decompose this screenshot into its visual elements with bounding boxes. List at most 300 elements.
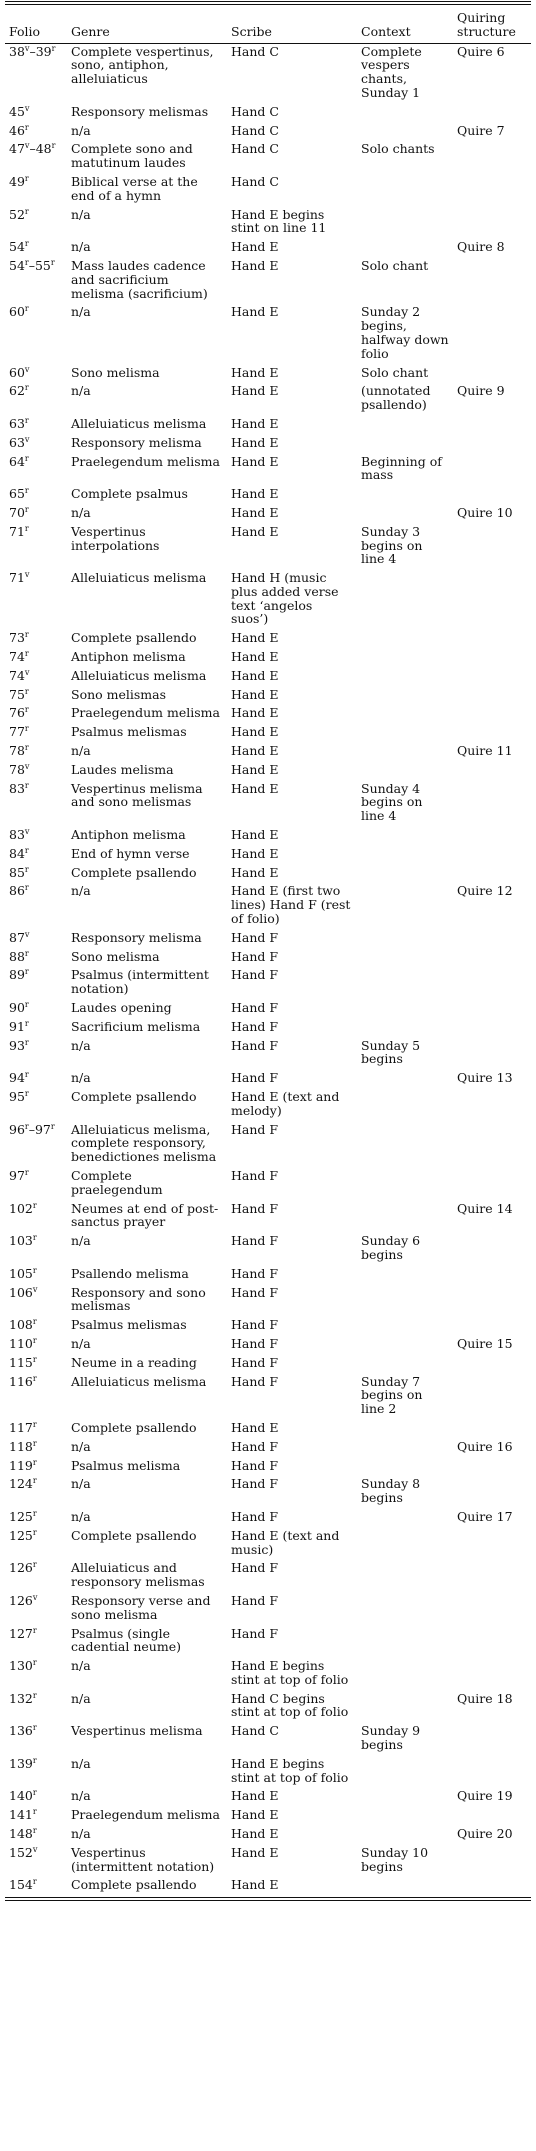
table-row (5, 416, 531, 435)
cell-scribe: Hand F (231, 1625, 279, 1641)
cell-scribe: Hand F (231, 1284, 279, 1300)
cell-genre: Sono melisma (71, 364, 160, 380)
cell-quire (453, 258, 531, 304)
cell-quire (453, 304, 531, 364)
cell-quire: Quire 9 (457, 383, 505, 399)
cell-genre: Complete psallendo (71, 630, 197, 646)
cell-context (357, 570, 453, 630)
table-row (5, 743, 531, 762)
cell-context (357, 435, 453, 454)
table-row (5, 383, 531, 416)
cell-context: Solo chant (361, 364, 429, 380)
cell-scribe: Hand E (231, 705, 279, 721)
cell-genre: n/a (71, 304, 91, 320)
cell-genre: n/a (71, 1335, 91, 1351)
cell-quire (453, 865, 531, 884)
cell-genre: Responsory melisma (71, 929, 202, 945)
bottom-rule (5, 1897, 531, 1898)
table-row (5, 570, 531, 630)
cell-scribe: Hand C (231, 173, 279, 189)
cell-scribe: Hand E (231, 1419, 279, 1435)
cell-genre: n/a (71, 1826, 91, 1842)
cell-genre: Alleluiaticus melisma (71, 570, 207, 586)
cell-context (357, 1089, 453, 1122)
cell-scribe: Hand E (231, 257, 279, 273)
cell-quire (453, 1122, 531, 1168)
table-row (5, 630, 531, 649)
cell-quire (453, 1593, 531, 1626)
cell-context (357, 743, 453, 762)
cell-folio: 77$^r$ (9, 724, 29, 740)
cell-quire (453, 1723, 531, 1756)
cell-context (357, 1560, 453, 1593)
cell-folio: 106$^v$ (9, 1284, 38, 1300)
cell-folio: 63$^v$ (9, 434, 30, 450)
cell-context (357, 239, 453, 258)
cell-folio: 65$^r$ (9, 486, 29, 502)
cell-context (357, 762, 453, 781)
cell-genre: Antiphon melisma (71, 649, 186, 665)
cell-folio: 88$^r$ (9, 948, 29, 964)
cell-genre: Complete vespertinus, sono, antiphon, alleluiaticus (71, 43, 214, 87)
cell-genre: n/a (71, 1438, 91, 1454)
table-row (5, 1509, 531, 1528)
cell-quire (453, 1000, 531, 1019)
table-row (5, 687, 531, 706)
table-row (5, 1122, 531, 1168)
cell-quire (453, 1528, 531, 1561)
cell-genre: Vespertinus (intermittent notation) (71, 1844, 215, 1874)
cell-context: Beginning of mass (361, 453, 442, 483)
cell-scribe: Hand F (231, 1592, 279, 1608)
cell-folio: 78$^v$ (9, 761, 30, 777)
cell-folio: 71$^v$ (9, 570, 30, 586)
cell-folio: 126$^r$ (9, 1560, 37, 1576)
cell-folio: 76$^r$ (9, 705, 29, 721)
cell-genre: Complete psallendo (71, 1089, 197, 1104)
cell-folio: 139$^r$ (9, 1755, 37, 1771)
cell-genre: Complete psallendo (71, 864, 197, 880)
cell-genre: Complete psallendo (71, 1527, 197, 1543)
cell-folio: 63$^r$ (9, 415, 29, 431)
cell-folio: 64$^r$ (9, 453, 29, 469)
cell-folio: 152$^v$ (9, 1844, 38, 1860)
cell-scribe: Hand E (231, 667, 279, 683)
table-row (5, 1233, 531, 1266)
cell-context (357, 846, 453, 865)
cell-context: Sunday 3 begins on line 4 (361, 523, 423, 567)
cell-genre: n/a (71, 1037, 91, 1053)
table-row (5, 930, 531, 949)
cell-quire: Quire 20 (457, 1826, 513, 1842)
cell-context (357, 949, 453, 968)
cell-quire (453, 416, 531, 435)
cell-folio: 97$^r$ (9, 1167, 29, 1183)
cell-folio: 45$^v$ (9, 103, 30, 119)
cell-scribe: Hand E begins stint at top of folio (231, 1658, 349, 1687)
cell-genre: Alleluiaticus and responsory melismas (71, 1560, 205, 1590)
cell-folio: 95$^r$ (9, 1089, 29, 1104)
cell-folio: 140$^r$ (9, 1788, 37, 1804)
cell-context (357, 1000, 453, 1019)
table-row (5, 1070, 531, 1089)
cell-scribe: Hand E (231, 724, 279, 740)
table-row (5, 1201, 531, 1234)
cell-folio: 91$^r$ (9, 1018, 29, 1034)
cell-quire: Quire 15 (457, 1335, 513, 1351)
cell-quire (453, 827, 531, 846)
cell-quire (453, 1266, 531, 1285)
cell-quire (453, 1807, 531, 1826)
cell-scribe: Hand F (231, 1560, 279, 1576)
cell-scribe: Hand F (231, 1200, 279, 1216)
cell-context (357, 1285, 453, 1318)
cell-genre: n/a (71, 1788, 91, 1804)
cell-scribe: Hand E (231, 1826, 279, 1842)
cell-quire (453, 1845, 531, 1878)
cell-genre: Complete psallendo (71, 1877, 197, 1893)
cell-context (357, 1593, 453, 1626)
cell-scribe: Hand F (231, 1000, 279, 1016)
cell-quire (453, 846, 531, 865)
cell-folio: 54$^r$ (9, 239, 29, 255)
table-row (5, 207, 531, 240)
cell-quire: Quire 7 (457, 122, 505, 138)
cell-quire (453, 1374, 531, 1420)
table-row (5, 827, 531, 846)
cell-context (357, 1458, 453, 1477)
cell-scribe: Hand E (231, 1877, 279, 1893)
cell-quire (453, 1420, 531, 1439)
cell-scribe: Hand H (music plus added verse text ‘angelos suos’) (231, 570, 339, 627)
cell-context (357, 1509, 453, 1528)
cell-folio: 73$^r$ (9, 630, 29, 646)
cell-folio: 125$^r$ (9, 1508, 37, 1524)
cell-folio: 119$^r$ (9, 1457, 37, 1473)
cell-scribe: Hand E (231, 827, 279, 843)
cell-folio: 74$^v$ (9, 667, 30, 683)
table-row (5, 1355, 531, 1374)
cell-context (357, 649, 453, 668)
cell-quire (453, 949, 531, 968)
cell-scribe: Hand F (231, 1037, 279, 1053)
cell-quire (453, 174, 531, 207)
cell-scribe: Hand E (231, 453, 279, 469)
table-row (5, 1266, 531, 1285)
cell-scribe: Hand F (231, 1265, 279, 1281)
table-row (5, 1019, 531, 1038)
bottom-rule-double (5, 1900, 531, 1901)
cell-context (357, 883, 453, 929)
cell-quire (453, 1038, 531, 1071)
cell-genre: Psalmus melismas (71, 1317, 187, 1333)
cell-genre: Sono melisma (71, 948, 160, 964)
cell-genre: Psallendo melisma (71, 1265, 189, 1281)
cell-scribe: Hand E begins stint on line 11 (231, 206, 327, 236)
cell-context (357, 1266, 453, 1285)
cell-quire (453, 1560, 531, 1593)
cell-quire (453, 570, 531, 630)
folio-table (5, 5, 531, 1896)
cell-genre: n/a (71, 122, 91, 138)
cell-quire (453, 435, 531, 454)
cell-folio: 46$^r$ (9, 122, 29, 138)
cell-context: Sunday 9 begins (361, 1723, 421, 1753)
cell-quire (453, 1355, 531, 1374)
cell-quire (453, 705, 531, 724)
cell-folio: 83$^v$ (9, 827, 30, 843)
table-row (5, 141, 531, 174)
cell-context (357, 1826, 453, 1845)
cell-genre: Psalmus (single cadential neume) (71, 1625, 181, 1655)
cell-scribe: Hand C (231, 103, 279, 119)
cell-folio: 60$^r$ (9, 304, 29, 320)
cell-context (357, 1070, 453, 1089)
cell-folio: 38$^v$–39$^r$ (9, 43, 56, 59)
cell-genre: Neumes at end of post-sanctus prayer (71, 1200, 219, 1230)
cell-quire: Quire 14 (457, 1200, 513, 1216)
cell-folio: 116$^r$ (9, 1373, 37, 1389)
cell-scribe: Hand F (231, 1373, 279, 1389)
cell-quire (453, 486, 531, 505)
table-container (0, 1, 536, 1901)
cell-genre: Complete psalmus (71, 486, 188, 502)
cell-scribe: Hand C begins stint at top of folio (231, 1690, 349, 1720)
table-row (5, 524, 531, 570)
cell-context: Solo chant (361, 257, 429, 273)
table-row (5, 174, 531, 207)
cell-quire (453, 1168, 531, 1201)
cell-context: Sunday 6 begins (361, 1233, 421, 1262)
table-row (5, 1807, 531, 1826)
table-row (5, 1788, 531, 1807)
cell-genre: Vespertinus interpolations (71, 523, 160, 553)
cell-context: Sunday 2 begins, halfway down folio (361, 304, 449, 361)
cell-genre: n/a (71, 1658, 91, 1674)
cell-quire: Quire 18 (457, 1690, 513, 1706)
cell-genre: n/a (71, 1690, 91, 1706)
header-context: Context (357, 5, 453, 43)
cell-context: Sunday 7 begins on line 2 (361, 1373, 423, 1417)
cell-context (357, 1201, 453, 1234)
cell-genre: n/a (71, 206, 91, 222)
cell-scribe: Hand F (231, 1476, 279, 1492)
cell-genre: Responsory and sono melismas (71, 1284, 206, 1314)
cell-scribe: Hand E (231, 649, 279, 665)
header-scribe: Scribe (227, 5, 357, 43)
cell-quire (453, 930, 531, 949)
cell-quire: Quire 16 (457, 1438, 513, 1454)
cell-folio: 52$^r$ (9, 206, 29, 222)
cell-quire (453, 141, 531, 174)
cell-context (357, 1626, 453, 1659)
table-row (5, 304, 531, 364)
cell-quire (453, 967, 531, 1000)
cell-context (357, 486, 453, 505)
cell-context: Solo chants (361, 141, 435, 157)
cell-folio: 90$^r$ (9, 1000, 29, 1016)
cell-quire: Quire 11 (457, 743, 513, 759)
cell-genre: Alleluiaticus melisma, complete responsory, benedictiones melisma (71, 1121, 217, 1165)
cell-context: Sunday 5 begins (361, 1037, 421, 1067)
cell-folio: 132$^r$ (9, 1690, 37, 1706)
cell-scribe: Hand E (231, 434, 279, 450)
cell-context (357, 724, 453, 743)
cell-scribe: Hand E (231, 364, 279, 380)
cell-quire: Quire 13 (457, 1070, 513, 1086)
table-row (5, 1756, 531, 1789)
cell-folio: 110$^r$ (9, 1335, 37, 1351)
cell-quire: Quire 17 (457, 1508, 513, 1524)
cell-scribe: Hand E (231, 239, 279, 255)
table-row (5, 865, 531, 884)
cell-genre: Laudes melisma (71, 761, 174, 777)
table-row (5, 505, 531, 524)
table-row (5, 1691, 531, 1724)
table-row (5, 1420, 531, 1439)
cell-folio: 125$^r$ (9, 1527, 37, 1543)
table-row (5, 239, 531, 258)
cell-folio: 96$^r$–97$^r$ (9, 1121, 55, 1137)
table-row (5, 1845, 531, 1878)
table-row (5, 967, 531, 1000)
table-row (5, 1038, 531, 1071)
cell-context (357, 207, 453, 240)
cell-quire (453, 1756, 531, 1789)
cell-genre: Alleluiaticus melisma (71, 1373, 207, 1389)
cell-folio: 54$^r$–55$^r$ (9, 257, 55, 273)
cell-context (357, 668, 453, 687)
cell-quire (453, 630, 531, 649)
cell-folio: 117$^r$ (9, 1419, 37, 1435)
cell-context (357, 687, 453, 706)
cell-genre: n/a (71, 1755, 91, 1771)
cell-context: Sunday 8 begins (361, 1476, 421, 1506)
cell-quire (453, 524, 531, 570)
cell-scribe: Hand F (231, 1508, 279, 1524)
cell-scribe: Hand F (231, 1335, 279, 1351)
cell-folio: 60$^v$ (9, 364, 30, 380)
cell-context (357, 1336, 453, 1355)
cell-context: Sunday 10 begins (361, 1844, 429, 1874)
table-row (5, 365, 531, 384)
header-folio: Folio (5, 5, 67, 43)
cell-quire (453, 365, 531, 384)
cell-quire: Quire 10 (457, 504, 513, 520)
cell-genre: n/a (71, 1476, 91, 1492)
cell-folio: 154$^r$ (9, 1877, 37, 1893)
cell-scribe: Hand E (231, 1788, 279, 1804)
cell-scribe: Hand E (231, 1844, 279, 1860)
cell-genre: Antiphon melisma (71, 827, 186, 843)
cell-quire (453, 1089, 531, 1122)
cell-context (357, 1788, 453, 1807)
cell-scribe: Hand C (231, 1723, 279, 1739)
table-row (5, 1374, 531, 1420)
cell-quire (453, 454, 531, 487)
cell-genre: Complete psallendo (71, 1419, 197, 1435)
table-row (5, 705, 531, 724)
cell-context (357, 174, 453, 207)
cell-genre: Responsory verse and sono melisma (71, 1592, 211, 1622)
cell-context (357, 123, 453, 142)
cell-genre: Psalmus melismas (71, 724, 187, 740)
cell-context (357, 705, 453, 724)
cell-folio: 93$^r$ (9, 1037, 29, 1053)
cell-folio: 75$^r$ (9, 686, 29, 702)
cell-scribe: Hand F (231, 1354, 279, 1370)
cell-genre: Praelegendum melisma (71, 1807, 220, 1823)
cell-genre: n/a (71, 883, 91, 899)
cell-context: Sunday 4 begins on line 4 (361, 780, 423, 824)
table-row (5, 454, 531, 487)
cell-scribe: Hand E (231, 864, 279, 880)
header-row (5, 5, 531, 43)
table-row (5, 1000, 531, 1019)
cell-folio: 89$^r$ (9, 967, 29, 983)
cell-scribe: Hand E begins stint at top of folio (231, 1755, 349, 1785)
cell-scribe: Hand C (231, 141, 279, 157)
cell-quire (453, 762, 531, 781)
table-row (5, 1626, 531, 1659)
table-row (5, 1458, 531, 1477)
cell-genre: Vespertinus melisma (71, 1723, 203, 1739)
cell-genre: n/a (71, 1508, 91, 1524)
cell-context (357, 1528, 453, 1561)
cell-genre: n/a (71, 383, 91, 399)
cell-context (357, 1019, 453, 1038)
cell-quire: Quire 8 (457, 239, 505, 255)
cell-quire (453, 1877, 531, 1896)
table-row (5, 883, 531, 929)
cell-quire (453, 1458, 531, 1477)
table-row (5, 1439, 531, 1458)
cell-quire: Quire 6 (457, 43, 505, 59)
cell-genre: Complete sono and matutinum laudes (71, 141, 193, 171)
cell-quire (453, 207, 531, 240)
table-row (5, 649, 531, 668)
cell-folio: 124$^r$ (9, 1476, 37, 1492)
table-row (5, 1826, 531, 1845)
table-body (5, 43, 531, 1896)
cell-scribe: Hand E (text and melody) (231, 1089, 340, 1118)
cell-scribe: Hand E (231, 630, 279, 646)
cell-context (357, 865, 453, 884)
cell-scribe: Hand E (231, 1807, 279, 1823)
cell-folio: 148$^r$ (9, 1826, 37, 1842)
cell-scribe: Hand E (231, 780, 279, 796)
table-row (5, 1528, 531, 1561)
table-row (5, 781, 531, 827)
cell-context (357, 1439, 453, 1458)
cell-context (357, 1355, 453, 1374)
table-row (5, 1168, 531, 1201)
cell-genre: n/a (71, 743, 91, 759)
cell-genre: Praelegendum melisma (71, 453, 220, 469)
cell-folio: 83$^r$ (9, 780, 29, 796)
cell-folio: 70$^r$ (9, 504, 29, 520)
cell-scribe: Hand F (231, 1018, 279, 1034)
table-row (5, 846, 531, 865)
cell-scribe: Hand E (231, 383, 279, 399)
cell-scribe: Hand F (231, 967, 279, 983)
cell-context (357, 1122, 453, 1168)
cell-context (357, 1877, 453, 1896)
cell-folio: 126$^v$ (9, 1592, 38, 1608)
cell-context (357, 827, 453, 846)
cell-genre: Complete praelegendum (71, 1167, 163, 1197)
cell-scribe: Hand C (231, 43, 279, 59)
